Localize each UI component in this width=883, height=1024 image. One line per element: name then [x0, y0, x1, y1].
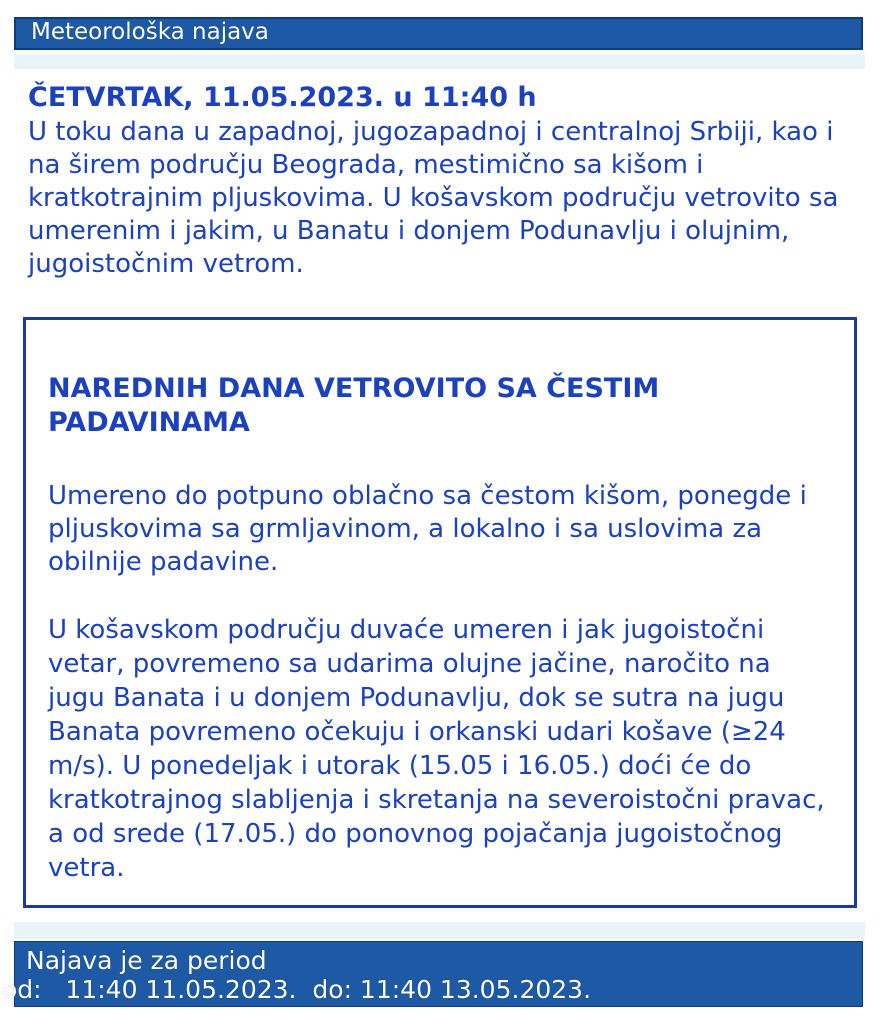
warning-paragraph-1: Umereno do potpuno oblačno sa čestom kišom, ponegde i pljuskovima sa grmljavinom, a lokalno i sa uslovima za obilnije padavine. [48, 481, 807, 577]
warning-box [23, 317, 857, 908]
announcement-body-text: U toku dana u zapadnoj, jugozapadnoj i centralnoj Srbiji, kao i na širem području Beograda, mestimično sa kišom i kratkotrajnim pljuskovima. U košavskom području vetrovito sa umerenim i jakim, u Banatu i donjem Podunavlju i olujnim, jugoistočnim vetrom. [28, 117, 839, 279]
top-divider-strip [14, 54, 865, 69]
period-footer-range: od: 11:40 11.05.2023. do: 11:40 13.05.2023. [2, 975, 592, 1004]
warning-paragraph-2: U košavskom području duvaće umeren i jak jugoistočni vetar, povremeno sa udarima olujne jačine, naročito na jugu Banata i u donjem Podunavlju, dok se sutra na jugu Banata povremeno očekuju i orkanski udari košave (≥24 m/s). U ponedeljak i utorak (15.05 i 16.05.) doći će do kratkotrajnog slabljenja i skretanja na severoistočni pravac, a od srede (17.05.) do ponovnog pojačanja jugoistočnog vetra. [48, 615, 825, 883]
period-footer-bar [2, 941, 863, 1007]
announcement-date-heading: ČETVRTAK, 11.05.2023. u 11:40 h [28, 82, 537, 113]
warning-heading: NAREDNIH DANA VETROVITO SA ČESTIM PADAVINAMA [48, 373, 660, 438]
header-bar [14, 17, 863, 50]
page-title: Meteorološka najava [31, 19, 269, 45]
bottom-divider-strip [14, 922, 865, 939]
period-footer-title: Najava je za period [26, 946, 267, 975]
